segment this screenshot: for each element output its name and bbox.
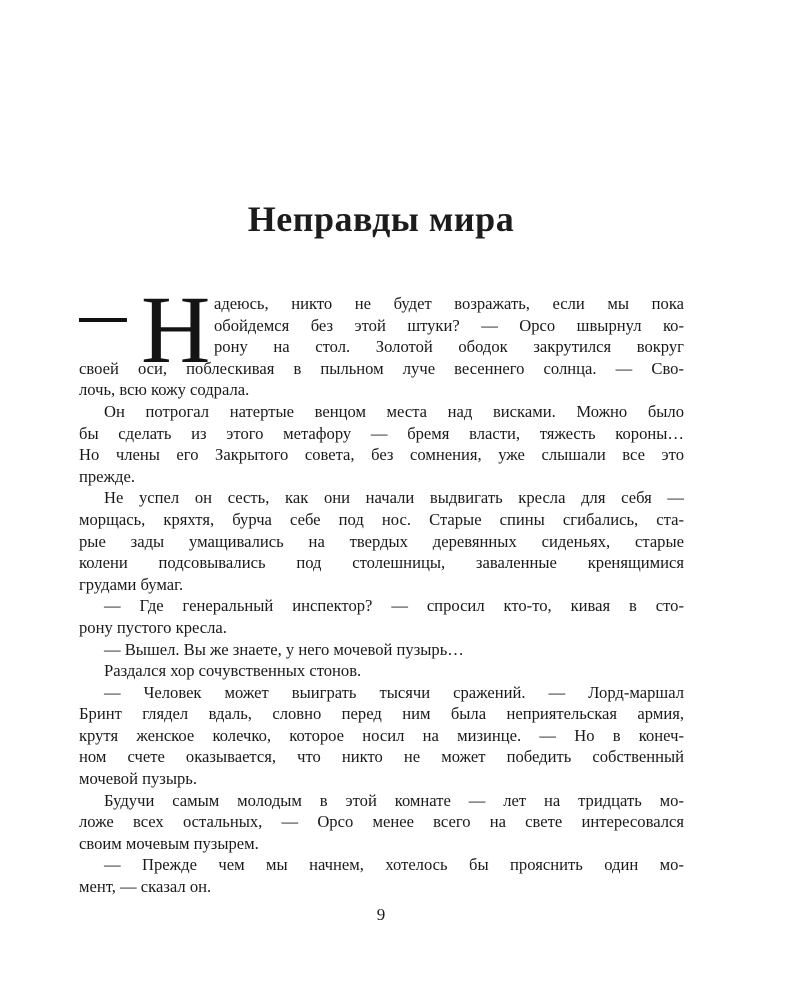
text-line: — Человек может выиграть тысячи сражений. — Лорд-маршал bbox=[104, 682, 684, 702]
text-line: мочевой пузырь. bbox=[79, 769, 198, 789]
text-line: лочь, всю кожу содрала. bbox=[79, 380, 250, 400]
body-text bbox=[79, 293, 684, 898]
text-line: Бринт глядел вдаль, словно перед ним была неприятельская армия, bbox=[79, 704, 684, 724]
text-line: мент, — сказал он. bbox=[79, 877, 212, 897]
drop-cap-letter: Н bbox=[141, 276, 211, 383]
text-line: бы сделать из этого метафору — бремя власти, тяжесть короны… bbox=[79, 423, 684, 443]
text-line: Не успел он сесть, как они начали выдвигать кресла для себя — bbox=[104, 488, 684, 508]
dropcap-paragraph-start bbox=[79, 293, 684, 358]
text-line: ном счете оказывается, что никто не может победить собственный bbox=[79, 747, 684, 767]
text-line: — Прежде чем мы начнем, хотелось бы прояснить один мо- bbox=[104, 855, 684, 875]
text-line: рые зады умащивались на твердых деревянных сиденьях, старые bbox=[79, 531, 684, 551]
text-line: рону пустого кресла. bbox=[79, 617, 227, 637]
text-line: — Вышел. Вы же знаете, у него мочевой пузырь… bbox=[104, 639, 464, 659]
text-line: прежде. bbox=[79, 466, 135, 486]
text-line: Будучи самым молодым в этой комнате — лет на тридцать мо- bbox=[104, 790, 684, 810]
text-line: грудами бумаг. bbox=[79, 574, 184, 594]
text-line: ложе всех остальных, — Орсо менее всего на свете интересовался bbox=[79, 812, 684, 832]
page-number: 9 bbox=[376, 905, 386, 924]
text-line: Раздался хор сочувственных стонов. bbox=[104, 661, 362, 681]
text-line: Он потрогал натертые венцом места над висками. Можно было bbox=[104, 401, 684, 421]
text-line: Но члены его Закрытого совета, без сомнения, уже слышали все это bbox=[79, 445, 684, 465]
text-line: крутя женское колечко, которое носил на мизинце. — Но в конеч- bbox=[79, 725, 684, 745]
text-line: адеюсь, никто не будет возражать, если мы пока bbox=[214, 294, 684, 313]
text-line: морщась, кряхтя, бурча себе под нос. Старые спины сгибались, ста- bbox=[79, 509, 684, 529]
text-line: обойдемся без этой штуки? — Орсо швырнул ко- bbox=[214, 315, 684, 335]
chapter-title: Неправды мира bbox=[247, 199, 515, 239]
text-line: своим мочевым пузырем. bbox=[79, 833, 259, 853]
text-line: — Где генеральный инспектор? — спросил кто-то, кивая в сто- bbox=[104, 596, 684, 616]
text-line: рону на стол. Золотой ободок закрутился вокруг bbox=[214, 337, 684, 357]
text-line: своей оси, поблескивая в пыльном луче весеннего солнца. — Сво- bbox=[79, 358, 684, 378]
text-line: колени подсовывались под столешницы, заваленные кренящимися bbox=[79, 553, 684, 573]
